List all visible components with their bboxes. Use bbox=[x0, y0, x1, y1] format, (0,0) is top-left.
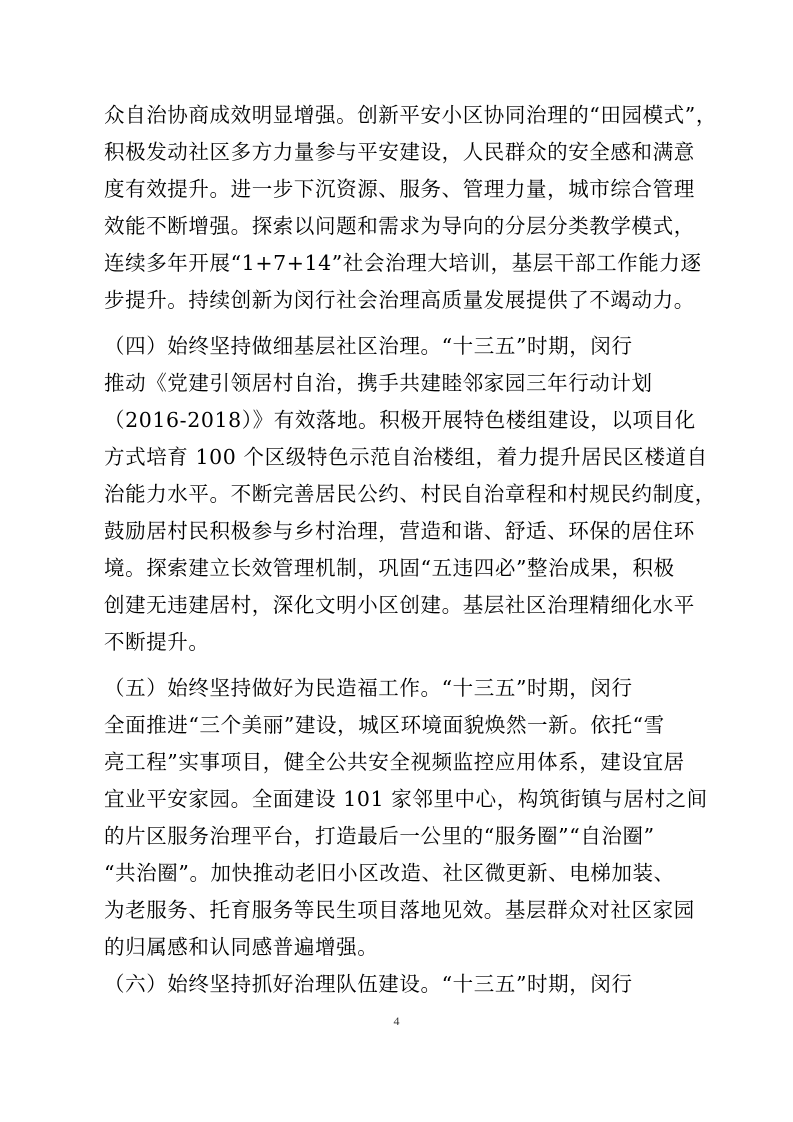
text-line: 为老服务、托育服务等民生项目落地见效。基层群众对社区家园 bbox=[104, 898, 695, 922]
section-heading-line: （四）始终坚持做细基层社区治理。“十三五”时期，闵行 bbox=[104, 334, 633, 358]
text-line: 步提升。持续创新为闵行社会治理高质量发展提供了不竭动力。 bbox=[104, 288, 695, 312]
text-line: 创建无违建居村，深化文明小区创建。基层社区治理精细化水平 bbox=[104, 593, 695, 617]
page-number: 4 bbox=[393, 1014, 400, 1028]
text-line: 积极发动社区多方力量参与平安建设，人民群众的安全感和满意 bbox=[104, 140, 695, 164]
text-line: 治能力水平。不断完善居民公约、村民自治章程和村规民约制度， bbox=[104, 482, 716, 506]
section-heading-line: （五）始终坚持做好为民造福工作。“十三五”时期，闵行 bbox=[104, 676, 633, 700]
text-line: 的归属感和认同感普遍增强。 bbox=[104, 935, 379, 959]
text-line: 宜业平安家园。全面建设 101 家邻里中心，构筑街镇与居村之间 bbox=[104, 787, 708, 811]
text-line: 众自治协商成效明显增强。创新平安小区协同治理的“田园模式”， bbox=[104, 103, 717, 127]
text-line: 境。探索建立长效管理机制，巩固“五违四必”整治成果，积极 bbox=[104, 556, 675, 580]
text-line: 推动《党建引领居村自治，携手共建睦邻家园三年行动计划 bbox=[104, 371, 653, 395]
text-line: 连续多年开展“1+7+14”社会治理大培训，基层干部工作能力逐 bbox=[104, 251, 702, 275]
text-line: 效能不断增强。探索以问题和需求为导向的分层分类教学模式， bbox=[104, 214, 695, 238]
section-heading-line: （六）始终坚持抓好治理队伍建设。“十三五”时期，闵行 bbox=[104, 972, 633, 996]
text-line: 的片区服务治理平台，打造最后一公里的“服务圈”“自治圈” bbox=[104, 824, 655, 848]
text-line: （2016-2018）》有效落地。积极开展特色楼组建设，以项目化 bbox=[104, 408, 696, 432]
text-line: “共治圈”。加快推动老旧小区改造、社区微更新、电梯加装、 bbox=[104, 861, 675, 885]
text-line: 不断提升。 bbox=[104, 630, 210, 654]
text-line: 方式培育 100 个区级特色示范自治楼组，着力提升居民区楼道自 bbox=[104, 445, 708, 469]
text-line: 度有效提升。进一步下沉资源、服务、管理力量，城市综合管理 bbox=[104, 177, 695, 201]
text-line: 全面推进“三个美丽”建设，城区环境面貌焕然一新。依托“雪 bbox=[104, 713, 665, 737]
text-line: 亮工程”实事项目，健全公共安全视频监控应用体系，建设宜居 bbox=[104, 750, 685, 774]
text-line: 鼓励居村民积极参与乡村治理，营造和谐、舒适、环保的居住环 bbox=[104, 519, 695, 543]
